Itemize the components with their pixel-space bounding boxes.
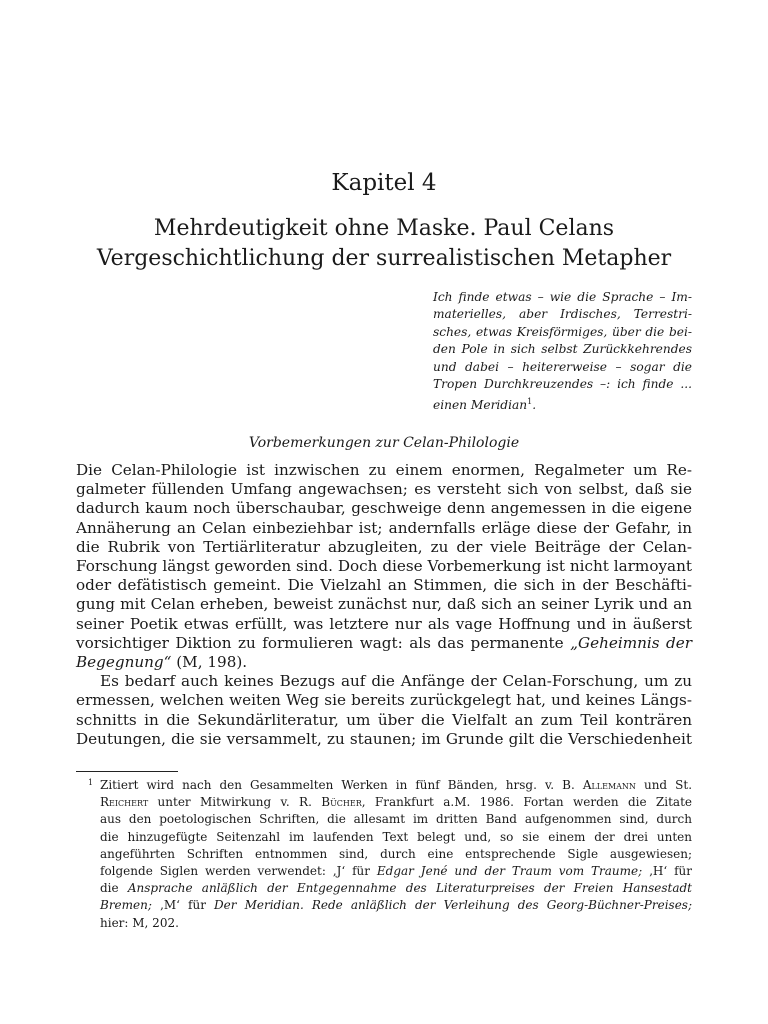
epigraph-line [433,393,692,414]
footnote-run: , Frankfurt a.M. 1986. Fortan werden die Zitate [361,795,692,810]
epigraph-line: Tropen Durchkreuzendes –: ich finde ... [433,377,692,392]
footnote-reference[interactable]: 1 [527,397,533,407]
body-line: dadurch kaum noch überschaubar, geschweige denn angemessen in die eigene [76,499,692,518]
footnote-line [76,863,692,880]
body-line: die Rubrik von Tertiärliteratur abzugleiten, zu der viele Beiträge der Celan- [76,537,692,556]
author-name: Reichert [100,795,149,810]
footnote-line: hier: M, 202. [100,915,179,930]
body-line: seiner Poetik etwas erfüllt, was letztere nur als vage Hoffnung und in äußerst [76,614,692,633]
chapter-title-line: Mehrdeutigkeit ohne Maske. Paul Celans [153,216,615,241]
body-line: galmeter füllenden Umfang angewachsen; es versteht sich von selbst, daß sie [76,480,692,499]
footnote-run: folgende Siglen werden verwendet: ‚J‘ für [100,864,377,879]
body-line [76,634,692,653]
footnote-run: ‚M‘ für [151,898,215,913]
body-line: schnitts in die Sekundärliteratur, um über die Vielfalt an zum Teil konträren [76,710,692,729]
footnote-line: angeführten Schriften entnommen sind, durch eine entsprechende Sigle ausgewiesen; [100,846,692,861]
body-quote: Begegnung“ [76,653,172,672]
body-line [76,653,692,672]
body-line: Es bedarf auch keines Bezugs auf die Anfänge der Celan-Forschung, um zu [100,672,692,691]
author-name: Bücher [321,795,362,810]
footnote-line [76,897,692,914]
footnote-line [76,880,692,897]
work-title: Edgar Jené und der Traum vom Traume; [376,864,643,879]
body-text [76,461,692,749]
footnote-line [76,777,692,794]
footnote-run: unter Mitwirkung v. R. [148,795,322,810]
footnote [76,777,692,932]
body-text-run: (M, 198). [171,653,248,672]
body-line: Annäherung an Celan einbeziehbar ist; andernfalls erläge diese der Gefahr, in [76,518,692,537]
work-title: Bremen; [100,898,152,913]
epigraph-end-punct: . [532,398,537,413]
work-title: Ansprache anläßlich der Entgegennahme des Literaturpreises der Freien Hansestadt [127,881,692,896]
body-line: Deutungen, die sie versammelt, zu staunen; im Grunde gilt die Verschiedenheit [76,729,692,748]
footnote-line [76,794,692,811]
body-line: ermessen, welchen weiten Weg sie bereits zurückgelegt hat, und keines Längs- [76,691,692,710]
body-line: Forschung längst geworden sind. Doch diese Vorbemerkung ist nicht larmoyant [76,557,692,576]
footnote-line: aus den poetologischen Schriften, die allesamt im dritten Band aufgenommen sind, durch [100,812,692,827]
body-line: Die Celan-Philologie ist inzwischen zu einem enormen, Regalmeter um Re- [76,461,692,479]
footnote-marker: 1 [88,778,94,787]
author-name: Allemann [582,778,636,792]
body-text-run: vorsichtiger Diktion zu formulieren wagt: als das permanente [76,633,571,652]
footnote-run: die [100,881,128,896]
footnote-run: Zitiert wird nach den Gesammelten Werken in fünf Bänden, hrsg. v. B. [100,778,583,792]
footnote-run: und St. [635,778,693,792]
footnote-run: ‚H‘ für [642,864,692,879]
epigraph-line: Ich finde etwas – wie die Sprache – Im- [433,290,692,304]
section-heading: Vorbemerkungen zur Celan-Philologie [248,435,520,451]
body-line: gung mit Celan erheben, beweist zunächst nur, daß sich an seiner Lyrik und an [76,595,692,614]
epigraph-last-text: einen Meridian [433,398,528,413]
body-line: oder defätistisch gemeint. Die Vielzahl an Stimmen, die sich in der Beschäfti- [76,576,692,595]
epigraph [433,289,692,415]
epigraph-line: und dabei – heitererweise – sogar die [433,359,692,374]
chapter-title [60,214,708,274]
body-quote: „Geheimnis der [570,633,693,652]
footnote-line: die hinzugefügte Seitenzahl im laufenden Text belegt und, so sie einem der drei unten [100,829,692,844]
chapter-title-line: Vergeschichtlichung der surrealistischen Metapher [96,246,672,271]
work-title: Der Meridian. Rede anläßlich der Verleihung des Georg-Büchner-Preises; [214,898,692,913]
chapter-label: Kapitel 4 [331,170,437,196]
epigraph-line: den Pole in sich selbst Zurückkehrendes [433,342,692,357]
epigraph-line: materielles, aber Irdisches, Terrestri- [433,307,692,322]
footnote-rule [76,771,178,772]
epigraph-line: sches, etwas Kreisförmiges, über die bei- [433,324,692,339]
